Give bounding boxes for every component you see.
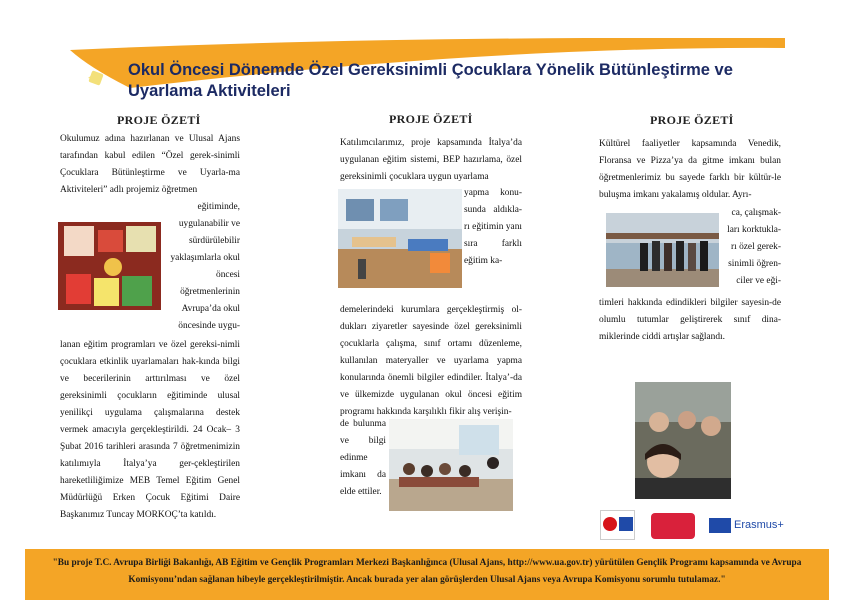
column1-text-top: Okulumuz adına hazırlanan ve Ulusal Ajans tarafından kabul edilen “Özel gerek-sinimli Çocuklara Bütünleştirme ve Uyarla-ma Aktiviteleri” adlı projemiz öğretmen bbox=[60, 134, 240, 195]
column2-text-top: Katılımcılarımız, proje kapsamında İtalya’da uygulanan eğitim sistemi, BEP hazırlama, özel gereksinimli çocuklara uygun uyarlama bbox=[340, 138, 522, 182]
erasmus-label: Erasmus+ bbox=[734, 519, 784, 531]
group-photo bbox=[606, 213, 719, 287]
column3-heading: PROJE ÖZETİ bbox=[650, 113, 734, 127]
column3-text-side: ca, çalışmak-ları korktukla-rı özel gerek-sinimli öğren-ciler ve eği- bbox=[727, 208, 781, 286]
ministry-eu-logo bbox=[600, 510, 635, 540]
eu-flag-icon bbox=[619, 517, 633, 531]
turkish-flag-icon bbox=[603, 517, 617, 531]
column1-heading: PROJE ÖZETİ bbox=[117, 113, 201, 127]
column3-text-bottom: timleri hakkında edindikleri bilgiler sayesin-de olumlu tutumlar geliştirerek sınıf dina-miklerinde ciddi artışlar sağlandı. bbox=[599, 298, 781, 342]
classroom-photo bbox=[338, 189, 462, 288]
column2-heading: PROJE ÖZETİ bbox=[389, 112, 473, 126]
page-title: Okul Öncesi Dönemde Özel Gereksinimli Çocuklara Yönelik Bütünleştirme ve Uyarlama Aktiviteleri bbox=[128, 61, 733, 100]
meeting-photo bbox=[389, 419, 513, 511]
column2-text-bottom: de bulunma ve bilgi edinme imkanı da elde ettiler. bbox=[340, 419, 386, 497]
footer-disclaimer: "Bu proje T.C. Avrupa Birliği Bakanlığı, AB Eğitim ve Gençlik Programları Merkezi Başkanlığınca (Ulusal Ajans, http://www.ua.gov.tr) yürütülen Gençlik Programı kapsamında ve Avrupa Komisyonu’ndan sağlanan hibeyle gerçekleştirilmiştir. Ancak burada yer alan görüşlerden Ulusal Ajans veya Avrupa Komisyonu sorumlu tutulamaz." bbox=[25, 549, 829, 600]
column2-text-side: yapma konu-sunda aldıkla-rı eğitimin yanı sıra farklı eğitim ka- bbox=[464, 188, 522, 266]
classroom-crafts-photo bbox=[58, 222, 161, 310]
column1-text-side: eğitiminde, uygulanabilir ve sürdürülebilir yaklaşımlarla okul öncesi öğretmenlerinin Avrupa’da okul öncesinde uygu- bbox=[170, 202, 240, 331]
eu-stars-icon bbox=[709, 518, 731, 533]
erasmus-logo bbox=[709, 516, 783, 536]
column1-text-bottom: lanan eğitim programları ve özel gereksi-nimli çocuklara etkinlik uyarlamaları hak-kında bilgi ve becerilerinin arttırılması ve özel gereksinimli çocukların eğitiminde ulusal yenilikçi uygulama çalışmalarına destek vermek amacıyla gerçekleştirildi. 24 Ocak– 3 Şubat 2016 tarihleri arasında 7 öğretmenimizin katılımıyla İtalya’ya ger-çekleştirilen hareketliliğimize MEB Temel Eğitim Genel Müdürlüğü Erken Çocuk Eğitimi Daire Başkanımız Tuncay MORKOÇ’ta katıldı. bbox=[60, 340, 240, 520]
column3-text-top: Kültürel faaliyetler kapsamında Venedik, Floransa ve Pizza’ya da gitme imkanı bulan öğretmenlerimiz bu sayede farklı bir kültür-le buluşma imkanı yakalamış oldular. Ayrı- bbox=[599, 139, 781, 200]
column2-text-middle: demelerindeki kurumlara gerçekleştirmiş ol-dukları ziyaretler sayesinde özel gereksinimli çocuklarla çalışma, sınıf ortamı düzenleme, kullanılan materyaller ve uyarlama yapma konularında önemli bilgiler edindiler. İtalya’-da ve ülkemizde uygulanan okul öncesi eğitim programı hakkında karşılıklı fikir alış verişin- bbox=[340, 305, 522, 417]
selfie-photo bbox=[635, 382, 731, 499]
national-agency-logo bbox=[651, 513, 695, 539]
